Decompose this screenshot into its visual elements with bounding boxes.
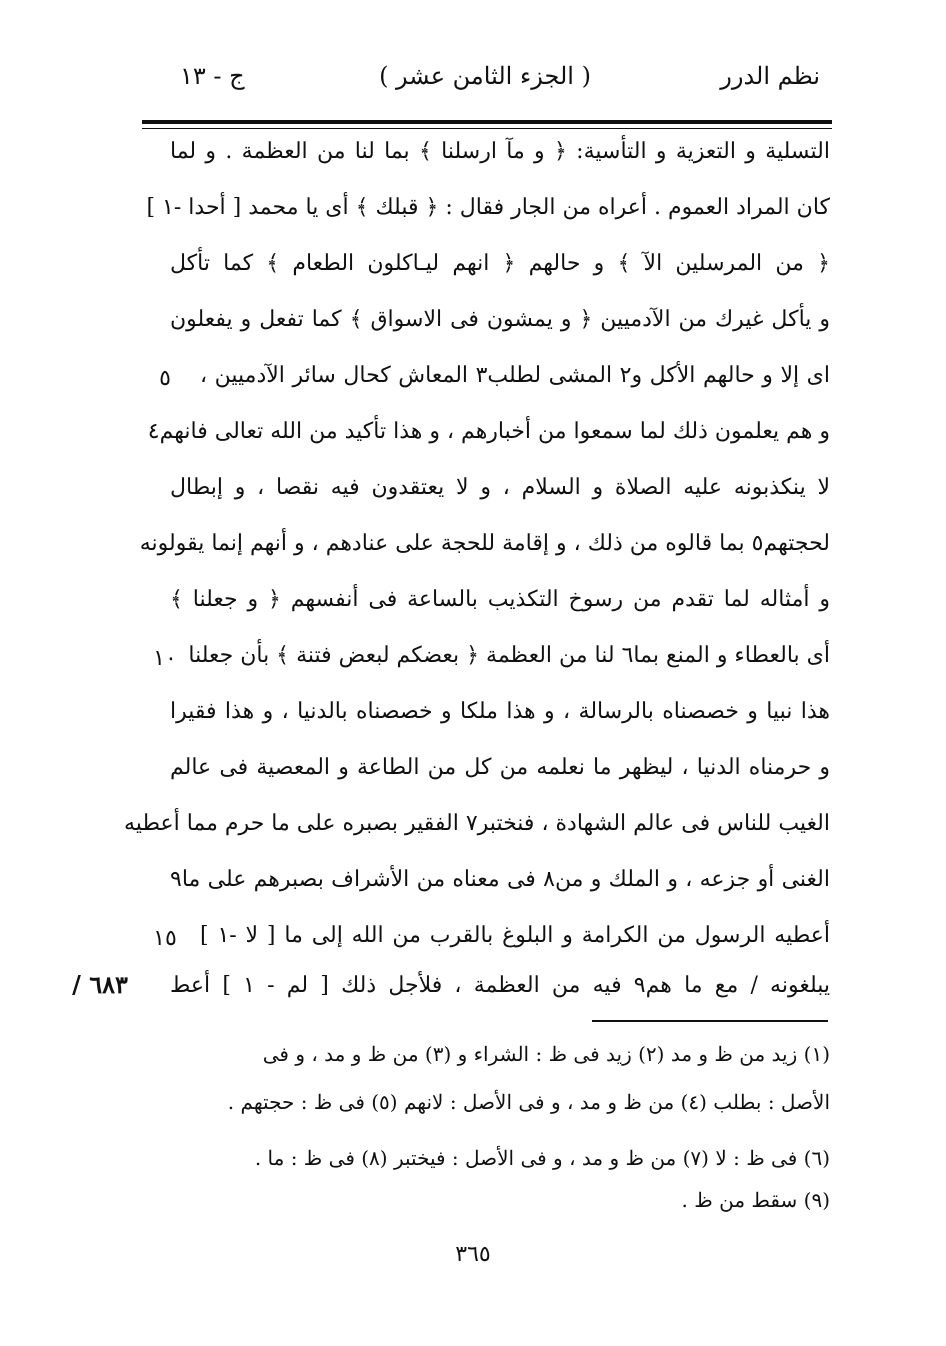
body-line: الغيب للناس فى عالم الشهادة ، فنختبر٧ الفقير بصبره على ما حرم مما أعطيه xyxy=(124,811,830,836)
footnote-line: (٦) فى ظ : لا (٧) من ظ و مد ، و فى الأصل : فيختبر (٨) فى ظ : ما . xyxy=(254,1146,830,1170)
footnote-line: (١) زيد من ظ و مد (٢) زيد فى ظ : الشراء و (٣) من ظ و مد ، و فى xyxy=(262,1042,830,1066)
body-line: يبلغونه / مع ما هم٩ فيه من العظمة ، فلأجل ذلك [ لم - ١ ] أعط xyxy=(170,973,830,998)
line-number-10: ١٠ xyxy=(153,646,177,671)
footnote-line: الأصل : بطلب (٤) من ظ و مد ، و فى الأصل : لانهم (٥) فى ظ : حجتهم . xyxy=(227,1090,830,1114)
body-line: كان المراد العموم . أعراه من الجار فقال : ﴿ قبلك ﴾ أى يا محمد [ أحدا -١ ] xyxy=(146,195,830,220)
line-number-15: ١٥ xyxy=(153,926,177,951)
body-line: اى إلا و حالهم الأكل و٢ المشى لطلب٣ المعاش كحال سائر الآدميين ، xyxy=(200,363,830,388)
body-line: أى بالعطاء و المنع بما٦ لنا من العظمة ﴿ بعضكم لبعض فتنة ﴾ بأن جعلنا xyxy=(188,643,830,668)
body-line: و هم يعلمون ذلك لما سمعوا من أخبارهم ، و هذا تأكيد من الله تعالى فانهم٤ xyxy=(147,419,830,444)
body-line: و يأكل غيرك من الآدميين ﴿ و يمشون فى الاسواق ﴾ كما تفعل و يفعلون xyxy=(170,307,830,332)
book-title: نظم الدرر xyxy=(720,62,820,90)
volume-reference: ج - ١٣ xyxy=(180,62,245,90)
body-line: أعطيه الرسول من الكرامة و البلوغ بالقرب من الله إلى ما [ لا -١ ] xyxy=(200,923,831,948)
body-line: الغنى أو جزعه ، و الملك و من٨ فى معناه من الأشراف بصبرهم على ما٩ xyxy=(170,867,830,892)
header-rule-thick xyxy=(142,120,832,124)
body-line: ﴿ من المرسلين الآ ﴾ و حالهم ﴿ انهم ليـاكلون الطعام ﴾ كما تأكل xyxy=(170,251,830,276)
manuscript-folio-reference: ٦٨٣ / xyxy=(72,970,128,999)
body-line: هذا نبيا و خصصناه بالرسالة ، و هذا ملكا و خصصناه بالدنيا ، و هذا فقيرا xyxy=(170,699,830,724)
footnote-separator xyxy=(592,1020,828,1022)
page-number: ٣٦٥ xyxy=(455,1242,491,1267)
line-number-5: ٥ xyxy=(159,366,171,391)
volume-part: ( الجزء الثامن عشر ) xyxy=(379,62,591,90)
page-header xyxy=(140,62,830,110)
body-line: لحجتهم٥ بما قالوه من ذلك ، و إقامة للحجة على عنادهم ، و أنهم إنما يقولونه xyxy=(139,531,830,556)
body-line: و أمثاله لما تقدم من رسوخ التكذيب بالساعة فى أنفسهم ﴿ و جعلنا ﴾ xyxy=(170,587,830,612)
body-line: لا ينكذبونه عليه الصلاة و السلام ، و لا يعتقدون فيه نقصا ، و إبطال xyxy=(170,475,830,500)
body-line: التسلية و التعزية و التأسية: ﴿ و مآ ارسلنا ﴾ بما لنا من العظمة . و لما xyxy=(170,139,830,164)
footnote-line: (٩) سقط من ظ . xyxy=(681,1188,830,1212)
body-line: و حرمناه الدنيا ، ليظهر ما نعلمه من كل من الطاعة و المعصية فى عالم xyxy=(170,755,830,780)
